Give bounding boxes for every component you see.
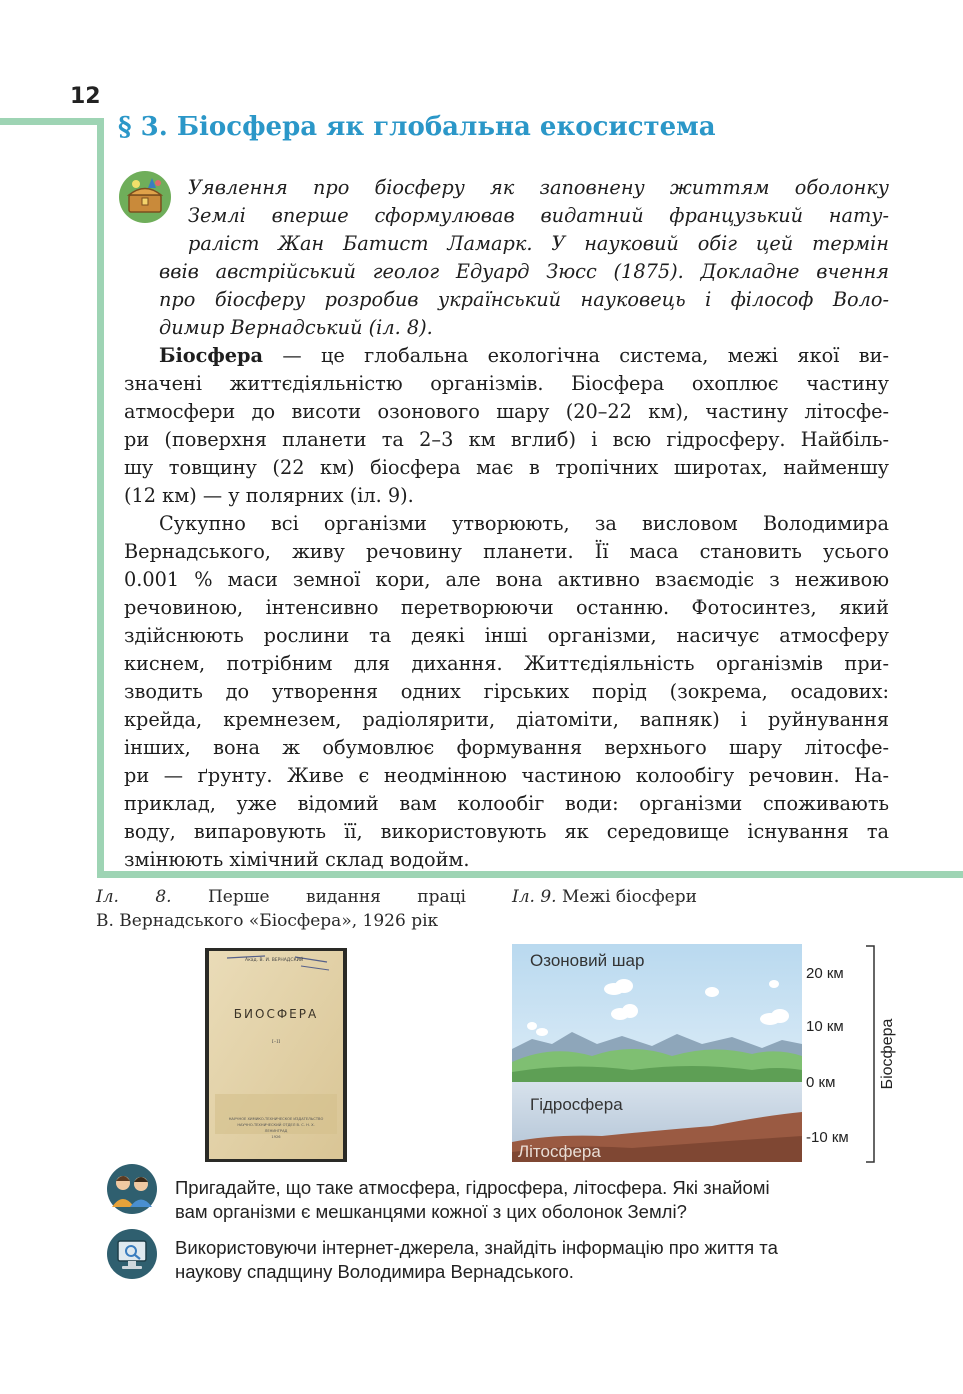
book-city: ЛЕНИНГРАД: [264, 1129, 288, 1133]
book-author: Акад. В. И. ВЕРНАДСКИЙ: [245, 958, 304, 963]
intro-line: Землі вперше сформулював видатний французький нату-: [188, 204, 889, 227]
intro-line: про біосферу розробив український науковець і філософ Воло-: [159, 288, 889, 311]
frame-border-top: [0, 118, 104, 125]
intro-line: димир Вернадський (іл. 8).: [159, 316, 433, 339]
paragraph-line: здійснюють рослини та деякі інші організми, насичує атмосферу: [124, 624, 889, 647]
book-title: БИОСФЕРА: [233, 1007, 319, 1021]
paragraph-line: (12 км) — у полярних (іл. 9).: [124, 484, 414, 507]
task-question-line: наукову спадщину Володимира Вернадського.: [175, 1261, 574, 1282]
paragraph-line: ри (поверхня планети та 2–3 км вглиб) і всю гідросферу. Найбіль-: [124, 428, 889, 451]
paragraph-line: Вернадського, живу речовину планети. Її маса становить усього: [124, 540, 889, 563]
treasure-chest-icon: [118, 170, 172, 224]
scale-label: 10 км: [806, 1018, 844, 1035]
paragraph-line: значені життєдіяльністю організмів. Біосфера охоплює частину: [124, 372, 889, 395]
biosphere-diagram: [512, 944, 902, 1164]
figure-8-caption: [96, 884, 466, 910]
figure-8-caption-text: Перше видання праці: [207, 887, 466, 907]
page-number: 12: [70, 84, 101, 109]
scale-label: 20 км: [806, 965, 844, 982]
intro-line: Уявлення про біосферу як заповнену життям оболонку: [188, 176, 889, 199]
book-publisher: НАУЧНО-ТЕХНИЧЕСКИЙ ОТДЕЛ В. С. Н. Х.: [237, 1123, 315, 1127]
paragraph-line: шу товщину (22 км) біосфера має в тропічних широтах, найменшу: [124, 456, 889, 479]
paragraph-line: зводить до утворення одних гірських порід (зокрема, осадових:: [124, 680, 889, 703]
ozone-layer-label: Озоновий шар: [530, 951, 645, 970]
scale-label: 0 км: [806, 1074, 836, 1091]
book-year: 1926: [271, 1135, 281, 1139]
biosphere-bracket: [866, 946, 874, 1162]
paragraph-line: киснем, потрібним для дихання. Життєдіяльність організмів при-: [124, 652, 889, 675]
paragraph-line: атмосфери до висоти озонового шару (20–22 км), частину літосфе-: [124, 400, 889, 423]
figure-8-caption-line2: В. Вернадського «Біосфера», 1926 рік: [96, 911, 439, 931]
intro-line: раліст Жан Батист Ламарк. У науковий обіг цей термін: [188, 232, 889, 255]
computer-search-icon: [106, 1228, 158, 1280]
scale-label: -10 км: [806, 1129, 849, 1146]
paragraph-line: змінюють хімічний склад водойм.: [124, 848, 470, 871]
task-question-line: Використовуючи інтернет-джерела, знайдіть інформацію про життя та: [175, 1237, 778, 1258]
frame-border-left: [97, 118, 104, 878]
figure-9-caption: [512, 884, 697, 910]
book-cover-image: [205, 948, 347, 1162]
biosphere-bracket-label: Біосфера: [879, 1018, 896, 1090]
paragraph-line: ри — ґрунту. Живе є неодмінною частиною колообігу речовин. На-: [124, 764, 889, 787]
paragraph-text: — це глобальна екологічна система, межі якої ви-: [263, 344, 889, 367]
figure-8-label: Іл. 8.: [96, 887, 172, 907]
students-icon: [106, 1163, 158, 1215]
figure-9-caption-text: Межі біосфери: [556, 887, 697, 907]
task-question-line: вам організми є мешканцями кожної з цих оболонок Землі?: [175, 1201, 687, 1222]
book-part: I–II: [271, 1039, 281, 1045]
paragraph-line: інших, вона ж обумовлює формування верхнього шару літосфе-: [124, 736, 889, 759]
paragraph-line: [159, 342, 889, 370]
paragraph-line: воду, випаровують її, використовують як середовище існування та: [124, 820, 889, 843]
figure-9-label: Іл. 9.: [512, 887, 557, 907]
paragraph-line: речовиною, інтенсивно перетворюючи останню. Фотосинтез, який: [124, 596, 889, 619]
paragraph-line: 0.001 % маси земної кори, але вона активно взаємодіє з неживою: [124, 568, 889, 591]
task-question-line: Пригадайте, що таке атмосфера, гідросфера, літосфера. Які знайомі: [175, 1177, 770, 1198]
paragraph-line: Сукупно всі організми утворюють, за висловом Володимира: [159, 512, 889, 535]
hydrosphere-label: Гідросфера: [530, 1095, 623, 1114]
section-title: § 3. Біосфера як глобальна екосистема: [118, 112, 716, 142]
lithosphere-label: Літосфера: [518, 1142, 601, 1161]
paragraph-line: приклад, уже відомий вам колообіг води: організми споживають: [124, 792, 889, 815]
book-publisher: НАУЧНОЕ ХИМИКО-ТЕХНИЧЕСКОЕ ИЗДАТЕЛЬСТВО: [228, 1117, 324, 1121]
intro-line: ввів австрійський геолог Едуард Зюсс (1875). Докладне вчення: [159, 260, 889, 283]
term-biosphere: Біосфера: [159, 344, 264, 367]
paragraph-line: крейда, кремнезем, радіолярити, діатоміти, вапняк) і руйнування: [124, 708, 889, 731]
